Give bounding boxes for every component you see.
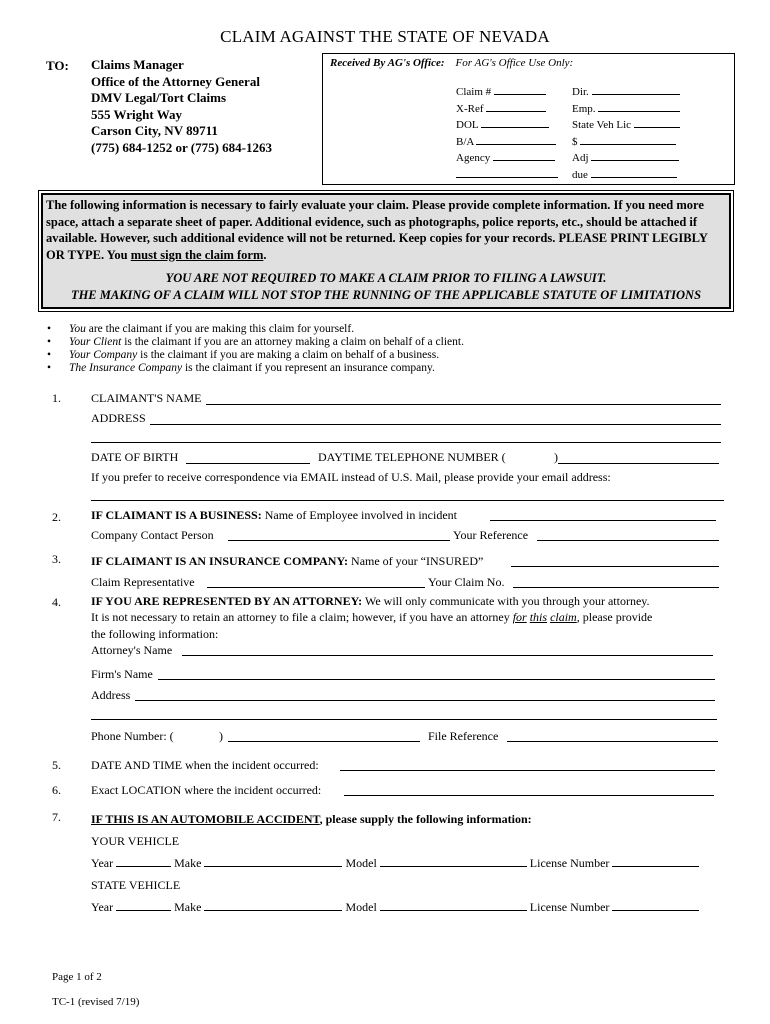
bullet-text: is the claimant if you are an attorney making a claim on behalf of a client. — [121, 336, 464, 348]
section-6-number: 6. — [52, 783, 61, 797]
dob-field[interactable] — [186, 463, 310, 464]
model-label: Model — [345, 900, 377, 914]
your-vehicle-license-field[interactable] — [612, 856, 699, 867]
due-label: due — [572, 168, 588, 181]
list-item — [47, 336, 464, 349]
claim-number-label: Claim # — [456, 86, 492, 98]
dir-field[interactable] — [592, 84, 680, 95]
email-field[interactable] — [91, 500, 724, 501]
your-vehicle-make-field[interactable] — [204, 856, 342, 867]
your-vehicle-year-field[interactable] — [116, 856, 171, 867]
attorney-phone-paren: ) — [219, 729, 223, 743]
state-veh-lic-label: State Veh Lic — [572, 119, 632, 131]
ag-office-header — [330, 57, 573, 69]
blank-field[interactable] — [456, 167, 558, 178]
bullet-term: Your Company — [69, 349, 138, 361]
your-reference-field[interactable] — [537, 540, 719, 541]
company-contact-label: Company Contact Person — [91, 528, 214, 542]
date-time-field[interactable] — [340, 770, 715, 771]
received-by-label: Received By AG's Office: — [330, 57, 445, 69]
address-line: Carson City, NV 89711 — [91, 123, 218, 138]
address-line: Office of the Attorney General — [91, 73, 260, 89]
section-7-number: 7. — [52, 810, 61, 824]
claim-number-field[interactable] — [494, 84, 546, 95]
year-label: Year — [91, 856, 114, 870]
address-line: DMV Legal/Tort Claims — [91, 90, 227, 105]
emp-label: Emp. — [572, 102, 596, 115]
model-label: Model — [345, 856, 377, 870]
address-line: (775) 684-1252 or (775) 684-1263 — [91, 139, 273, 155]
file-reference-field[interactable] — [507, 741, 718, 742]
company-contact-field[interactable] — [228, 540, 450, 541]
ba-field[interactable] — [476, 134, 556, 145]
list-item — [47, 323, 464, 336]
attorney-address-field[interactable] — [135, 700, 715, 701]
bullet-term: You — [69, 323, 86, 335]
state-vehicle-label: STATE VEHICLE — [91, 878, 181, 892]
emphasis-for: for — [512, 610, 527, 624]
state-vehicle-license-field[interactable] — [612, 900, 699, 911]
state-vehicle-make-field[interactable] — [204, 900, 342, 911]
location-label: Exact LOCATION where the incident occurred: — [91, 783, 322, 797]
statute-notice: THE MAKING OF A CLAIM WILL NOT STOP THE RUNNING OF THE APPLICABLE STATUTE OF LIMITATIONS — [70, 288, 702, 302]
address-field[interactable] — [150, 424, 721, 425]
firm-name-field[interactable] — [158, 679, 715, 680]
recipient-address — [91, 57, 272, 156]
insured-name-field[interactable] — [511, 566, 719, 567]
ag-left-fields — [456, 84, 558, 183]
business-heading-rest: Name of Employee involved in incident — [261, 508, 457, 522]
attorney-note-end: , please provide — [576, 610, 653, 624]
to-label: TO: — [46, 58, 69, 73]
section-2-number: 2. — [52, 510, 61, 524]
emphasis-claim: claim — [550, 610, 577, 624]
claimant-definitions — [47, 323, 464, 375]
bullet-icon: • — [47, 336, 52, 348]
xref-field[interactable] — [486, 101, 546, 112]
info-paragraph — [46, 197, 726, 263]
phone-field[interactable] — [558, 463, 719, 464]
address-line: 555 Wright Way — [91, 106, 183, 122]
file-reference-label: File Reference — [428, 729, 499, 743]
firm-name-label: Firm's Name — [91, 667, 153, 681]
dollar-label: $ — [572, 135, 578, 148]
list-item — [47, 349, 464, 362]
attorney-heading — [91, 594, 650, 609]
state-vehicle-row — [91, 900, 699, 915]
address-line: Claims Manager — [91, 57, 184, 72]
phone-label: DAYTIME TELEPHONE NUMBER ( — [318, 450, 506, 464]
email-note: If you prefer to receive correspondence via EMAIL instead of U.S. Mail, please provide your email address: — [91, 470, 611, 484]
phone-paren: ) — [554, 450, 558, 464]
ag-right-fields — [572, 84, 680, 183]
claim-rep-label: Claim Representative — [91, 575, 195, 589]
attorney-phone-label: Phone Number: ( — [91, 729, 174, 743]
address-field-line-2[interactable] — [91, 442, 721, 443]
emphasis-this: this — [529, 610, 548, 624]
state-vehicle-year-field[interactable] — [116, 900, 171, 911]
attorney-heading-rest: We will only communicate with you through your attorney. — [362, 594, 650, 608]
attorney-phone-field[interactable] — [228, 741, 420, 742]
insurance-heading-bold: IF CLAIMANT IS AN INSURANCE COMPANY: — [91, 554, 349, 568]
your-vehicle-model-field[interactable] — [380, 856, 527, 867]
your-vehicle-label: YOUR VEHICLE — [91, 834, 180, 848]
due-field[interactable] — [591, 167, 677, 178]
your-claim-no-field[interactable] — [513, 587, 719, 588]
attorney-note-line-3: the following information: — [91, 627, 219, 641]
xref-label: X-Ref — [456, 102, 484, 115]
claim-rep-field[interactable] — [207, 587, 425, 588]
info-text-end: . — [263, 247, 267, 262]
bullet-text: are the claimant if you are making this claim for yourself. — [85, 323, 355, 335]
ba-label: B/A — [456, 135, 474, 148]
auto-accident-emphasis: IF THIS IS AN AUTOMOBILE ACCIDENT — [91, 812, 320, 826]
section-1-number: 1. — [52, 391, 61, 405]
auto-accident-heading-rest: , please supply the following information: — [319, 812, 532, 826]
bullet-icon: • — [47, 323, 52, 335]
attorney-note — [91, 610, 652, 625]
adj-field[interactable] — [591, 150, 679, 161]
section-5-number: 5. — [52, 758, 61, 772]
business-heading-bold: IF CLAIMANT IS A BUSINESS: — [91, 508, 262, 522]
year-label: Year — [91, 900, 114, 914]
form-id: TC-1 (revised 7/19) — [52, 996, 140, 1008]
attorney-address-label: Address — [91, 688, 131, 702]
claimant-name-field[interactable] — [206, 404, 721, 405]
lawsuit-notice: YOU ARE NOT REQUIRED TO MAKE A CLAIM PRIOR TO FILING A LAWSUIT. — [165, 271, 607, 285]
date-time-label: DATE AND TIME when the incident occurred: — [91, 758, 319, 772]
dollar-field[interactable] — [580, 134, 676, 145]
bullet-icon: • — [47, 362, 52, 374]
sign-claim-form-emphasis: must sign the claim form — [130, 247, 264, 262]
your-claim-no-label: Your Claim No. — [428, 575, 505, 589]
claimant-name-label: CLAIMANT'S NAME — [91, 391, 202, 405]
info-text: The following information is necessary to fairly evaluate your claim. Please provide complete information. If you need more space, attach a separate sheet of paper. Additional evidence, such as photographs, police reports, etc., should be attached if available. However, such additional evidence will not be returned. Keep copies for your records. PLEASE PRINT LEGIBLY OR TYPE. You — [46, 198, 708, 262]
adj-label: Adj — [572, 152, 589, 164]
attorney-name-label: Attorney's Name — [91, 643, 173, 657]
attorney-address-field-line-2[interactable] — [91, 719, 717, 720]
your-vehicle-row — [91, 856, 699, 871]
form-title: CLAIM AGAINST THE STATE OF NEVADA — [220, 27, 550, 46]
bullet-text: is the claimant if you represent an insurance company. — [182, 362, 435, 374]
dol-field[interactable] — [481, 117, 549, 128]
section-4-number: 4. — [52, 595, 61, 609]
make-label: Make — [174, 900, 202, 914]
attorney-name-field[interactable] — [182, 655, 713, 656]
dob-label: DATE OF BIRTH — [91, 450, 179, 464]
your-reference-label: Your Reference — [453, 528, 529, 542]
location-field[interactable] — [344, 795, 714, 796]
office-use-only-label: For AG's Office Use Only: — [455, 57, 574, 69]
address-label: ADDRESS — [91, 411, 146, 425]
state-vehicle-model-field[interactable] — [380, 900, 527, 911]
employee-name-field[interactable] — [490, 520, 716, 521]
business-heading — [91, 508, 457, 523]
bullet-term: Your Client — [69, 336, 122, 348]
section-3-number: 3. — [52, 552, 61, 566]
insurance-heading-rest: Name of your “INSURED” — [348, 554, 484, 568]
bullet-icon: • — [47, 349, 52, 361]
dir-label: Dir. — [572, 86, 589, 98]
agency-field[interactable] — [493, 150, 555, 161]
license-number-label: License Number — [529, 856, 610, 870]
page-number: Page 1 of 2 — [52, 971, 102, 983]
agency-label: Agency — [456, 152, 491, 164]
bullet-text: is the claimant if you are making a claim on behalf of a business. — [137, 349, 440, 361]
dol-label: DOL — [456, 119, 479, 131]
attorney-heading-bold: IF YOU ARE REPRESENTED BY AN ATTORNEY: — [91, 594, 363, 608]
state-veh-lic-field[interactable] — [634, 117, 680, 128]
emp-field[interactable] — [598, 101, 680, 112]
make-label: Make — [174, 856, 202, 870]
bullet-term: The Insurance Company — [69, 362, 183, 374]
attorney-note-text: It is not necessary to retain an attorney to file a claim; however, if you have an attorney — [91, 610, 513, 624]
insurance-heading — [91, 554, 483, 569]
license-number-label: License Number — [529, 900, 610, 914]
list-item — [47, 362, 464, 375]
auto-accident-heading — [91, 812, 532, 827]
